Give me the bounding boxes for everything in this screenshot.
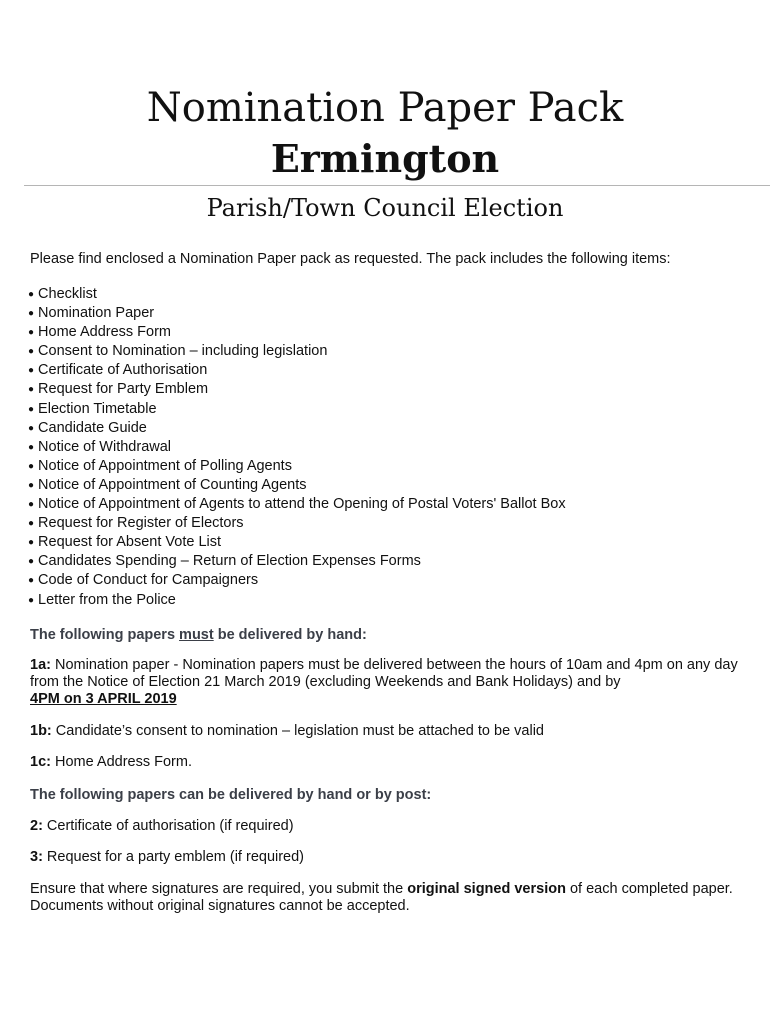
deadline: 4PM on 3 APRIL 2019 bbox=[30, 691, 177, 707]
list-item-label: Candidate Guide bbox=[38, 419, 147, 436]
list-item bbox=[28, 380, 748, 399]
list-item-label: Certificate of Authorisation bbox=[38, 362, 208, 379]
item-1a: 1a: Nomination paper - Nomination papers must be delivered between the hours of 10am and 4pm on any day from the Notice of Election 21 March 2019 (excluding Weekends and Bank Holidays) and by 4PM on 3 APRIL 2019 bbox=[30, 657, 738, 707]
list-item bbox=[28, 533, 748, 552]
closing-text: Ensure that where signatures are required, you submit the original signed version of each completed paper. Documents without original signatures cannot be accepted. bbox=[30, 881, 733, 914]
by-post-title: The following papers can be delivered by hand or by post: bbox=[30, 787, 432, 803]
list-item bbox=[28, 342, 748, 361]
list-item bbox=[28, 438, 748, 457]
original-signed-version: original signed version bbox=[407, 881, 566, 897]
item-1c: 1c: Home Address Form. bbox=[30, 754, 192, 770]
list-item-label: Letter from the Police bbox=[38, 591, 176, 608]
list-item-label: Request for Party Emblem bbox=[38, 381, 209, 398]
list-item-label: Home Address Form bbox=[38, 324, 172, 341]
list-item bbox=[28, 285, 748, 304]
list-item bbox=[28, 361, 748, 380]
enclosed-items-list bbox=[28, 285, 748, 610]
must-emphasis: must bbox=[179, 627, 214, 643]
intro-text: Please find enclosed a Nomination Paper pack as requested. The pack includes the following items: bbox=[30, 251, 671, 267]
list-item bbox=[28, 495, 748, 514]
bullet-icon: ● bbox=[28, 308, 35, 320]
bullet-icon: ● bbox=[28, 346, 35, 358]
by-hand-title: The following papers must be delivered by hand: bbox=[30, 627, 367, 643]
list-item-label: Notice of Appointment of Polling Agents bbox=[38, 457, 292, 474]
list-item bbox=[28, 400, 748, 419]
list-item-label: Notice of Appointment of Agents to attend the Opening of Postal Voters' Ballot Box bbox=[38, 496, 566, 513]
list-item bbox=[28, 323, 748, 342]
list-item-label: Checklist bbox=[38, 286, 97, 302]
list-item-label: Consent to Nomination – including legislation bbox=[38, 343, 328, 360]
item-3: 3: Request for a party emblem (if required) bbox=[30, 849, 305, 865]
list-item-label: Code of Conduct for Campaigners bbox=[38, 572, 259, 589]
list-item-label: Notice of Appointment of Counting Agents bbox=[38, 476, 307, 493]
bullet-icon: ● bbox=[28, 594, 35, 606]
section-heading: Parish/Town Council Election bbox=[206, 194, 564, 222]
bullet-icon: ● bbox=[28, 460, 35, 472]
bullet-icon: ● bbox=[28, 479, 35, 491]
bullet-icon: ● bbox=[28, 441, 35, 453]
bullet-icon: ● bbox=[28, 384, 35, 396]
item-1b: 1b: Candidate’s consent to nomination – legislation must be attached to be valid bbox=[30, 723, 544, 739]
bullet-icon: ● bbox=[28, 422, 35, 434]
bullet-icon: ● bbox=[28, 365, 35, 377]
list-item bbox=[28, 476, 748, 495]
list-item bbox=[28, 514, 748, 533]
list-item bbox=[28, 591, 748, 610]
bullet-icon: ● bbox=[28, 289, 35, 300]
list-item bbox=[28, 419, 748, 438]
bullet-icon: ● bbox=[28, 518, 35, 530]
list-item-label: Nomination Paper bbox=[38, 305, 155, 322]
item-2: 2: Certificate of authorisation (if required) bbox=[30, 818, 294, 834]
bullet-icon: ● bbox=[28, 537, 35, 549]
list-item-label: Election Timetable bbox=[38, 400, 157, 417]
bullet-icon: ● bbox=[28, 403, 35, 415]
bullet-icon: ● bbox=[28, 327, 35, 339]
list-item-label: Notice of Withdrawal bbox=[38, 438, 172, 455]
bullet-icon: ● bbox=[28, 499, 35, 511]
list-item bbox=[28, 304, 748, 323]
list-item-label: Request for Absent Vote List bbox=[38, 534, 222, 551]
bullet-icon: ● bbox=[28, 575, 35, 587]
list-item bbox=[28, 571, 748, 590]
list-item-label: Request for Register of Electors bbox=[38, 515, 244, 532]
list-item bbox=[28, 457, 748, 476]
list-item-label: Candidates Spending – Return of Election Expenses Forms bbox=[38, 553, 421, 570]
divider bbox=[24, 185, 770, 186]
list-item bbox=[28, 552, 748, 571]
page-title: Nomination Paper Pack bbox=[146, 85, 624, 131]
page-subtitle: Ermington bbox=[270, 136, 500, 181]
bullet-icon: ● bbox=[28, 556, 35, 568]
